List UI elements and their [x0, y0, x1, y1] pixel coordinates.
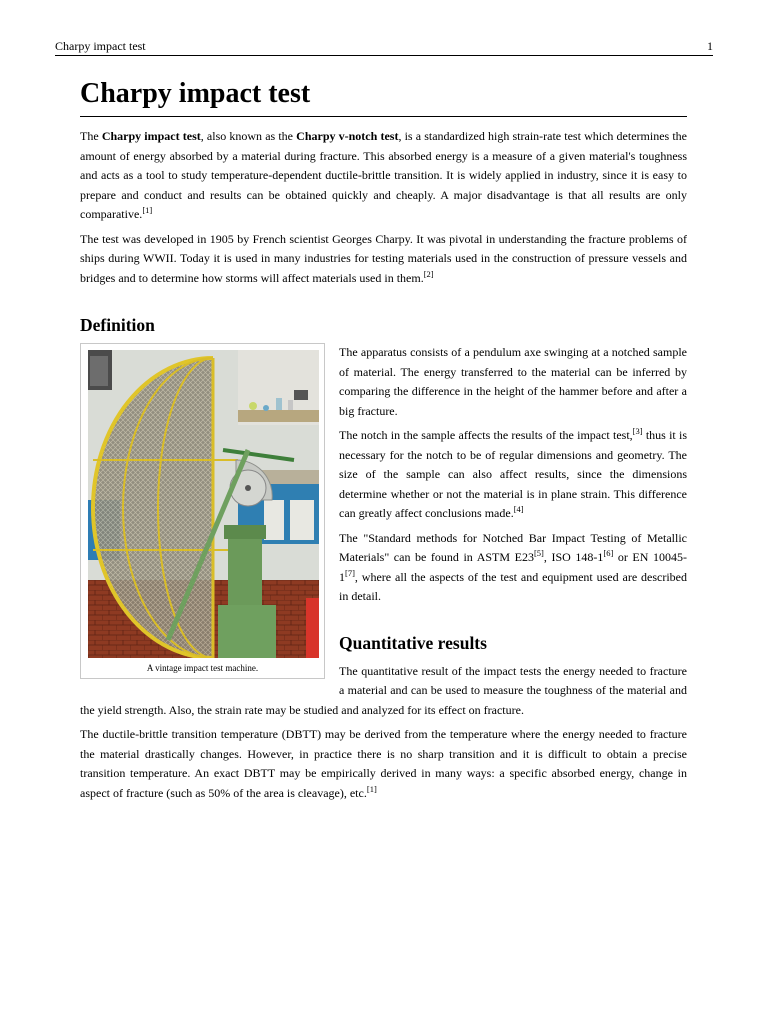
- reference-link[interactable]: [1]: [366, 783, 377, 794]
- reference-link[interactable]: [3]: [632, 426, 643, 436]
- article-body: [80, 76, 687, 803]
- reference-link[interactable]: [6]: [603, 548, 614, 558]
- definition-paragraph-3: The "Standard methods for Notched Bar Impact Testing of Metallic Materials" can be found in ASTM E23[5], ISO 148-1[6] or EN 10045-1[7], where all the aspects of the test and equipment used are described in detail.: [339, 530, 687, 603]
- quantitative-paragraph-2: The ductile-brittle transition temperature (DBTT) may be derived from the temperature where the energy needed to fracture the material drastically changes. However, in practice there is no sharp transition and it is difficult to obtain a precise transition temperature. An exact DBTT may be empirically derived in many ways: a specific absorbed energy, change in aspect of fracture (such as 50% of the area is cleavage), etc.[1]: [80, 727, 687, 800]
- figure-caption: A vintage impact test machine.: [146, 663, 259, 673]
- intro-paragraph-1: The Charpy impact test, also known as the Charpy v-notch test, is a standardized high strain-rate test which determines the amount of energy absorbed by a material during fracture. This absorbed energy is a measure of a given material's toughness and acts as a tool to study temperature-dependent ductile-brittle transition. It is widely applied in industry, since it is easy to prepare and conduct and results can be obtained quickly and cheaply. A major disadvantage is that all results are only comparative.[1]: [80, 129, 688, 221]
- page-title: Charpy impact test: [80, 76, 687, 117]
- quantitative-paragraph-1: The quantitative result of the impact tests the energy needed to fracture a material and can be used to measure the toughness of the material and the yield strength. Also, the strain rate may be studied and analyzed for its effect on fracture.: [80, 663, 687, 717]
- intro-paragraph-2: The test was developed in 1905 by French scientist Georges Charpy. It was pivotal in understanding the fracture problems of ships during WWII. Today it is used in many industries for testing materials used in the construction of pressure vessels and bridges and to determine how storms will affect materials used in them.[2]: [80, 231, 687, 285]
- reference-link[interactable]: [1]: [142, 205, 153, 215]
- reference-link[interactable]: [2]: [423, 268, 434, 279]
- bold-term-charpy-impact-test: Charpy impact test: [101, 129, 201, 143]
- section-heading-definition: Definition: [80, 315, 155, 335]
- running-header: [55, 38, 713, 56]
- definition-section: [80, 343, 687, 803]
- bold-term-charpy-v-notch-test: Charpy v-notch test: [296, 129, 399, 143]
- page-number: 1: [707, 39, 713, 53]
- reference-link[interactable]: [4]: [513, 504, 524, 514]
- running-header-title: Charpy impact test: [55, 39, 146, 53]
- definition-paragraph-2: The notch in the sample affects the results of the impact test,[3] thus it is necessary for the notch to be of regular dimensions and geometry. The size of the sample can also affect results, since the dimensions determine whether or not the material is in plane strain. This difference can greatly affect conclusions made.[4]: [339, 426, 687, 520]
- definition-paragraph-1: The apparatus consists of a pendulum axe swinging at a notched sample of material. The energy transferred to the material can be inferred by comparing the difference in the height of the hammer before and after a big fracture.: [339, 345, 687, 418]
- section-heading-quantitative-results: Quantitative results: [339, 632, 487, 653]
- figure-impact-machine: [80, 343, 325, 679]
- reference-link[interactable]: [7]: [345, 567, 355, 578]
- reference-link[interactable]: [5]: [533, 548, 544, 558]
- impact-machine-photo: [88, 350, 319, 658]
